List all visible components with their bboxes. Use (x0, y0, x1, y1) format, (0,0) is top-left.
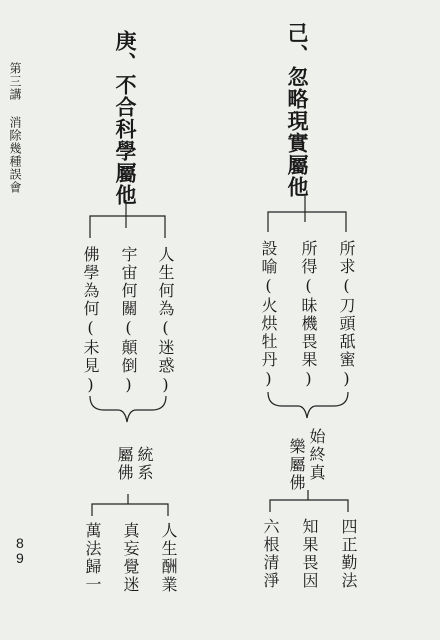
summary-line: 屬佛 (115, 446, 134, 482)
bracket-top-geng (90, 200, 165, 238)
result-item: 知果畏因 (300, 518, 319, 590)
bracket-bottom-ji (270, 490, 348, 512)
branch-item: 所得(昧機畏果) (299, 240, 318, 390)
result-item: 四正勤法 (339, 518, 358, 590)
branch-item: 所求(刀頭舐蜜) (337, 240, 356, 390)
branch-item: 設喻(火烘牡丹) (259, 240, 278, 390)
section-title-ji: 己、忽略現實屬他 (285, 22, 310, 198)
summary-line: 樂屬佛 (287, 438, 306, 492)
branch-item: 人生何為(迷惑) (156, 246, 175, 396)
page-number-digit: 9 (16, 550, 24, 566)
bracket-top-ji (268, 196, 346, 232)
section-title-geng: 庚、不合科學屬他 (113, 30, 138, 206)
summary-line: 始終真 (307, 428, 326, 482)
result-item: 人生酬業 (159, 522, 178, 594)
brace-ji (268, 392, 348, 418)
branch-item: 佛學為何(未見) (81, 246, 100, 396)
page-number-digit: 8 (16, 535, 24, 551)
result-item: 萬法歸一 (83, 522, 102, 594)
branch-item: 宇宙何關(顛倒) (119, 246, 138, 396)
running-head: 第三講 消除幾種誤會 (8, 62, 22, 194)
result-item: 真妄覺迷 (121, 522, 140, 594)
result-item: 六根清淨 (261, 518, 280, 590)
bracket-bottom-geng (92, 494, 168, 516)
summary-line: 統系 (135, 446, 154, 482)
brace-geng (90, 396, 166, 422)
